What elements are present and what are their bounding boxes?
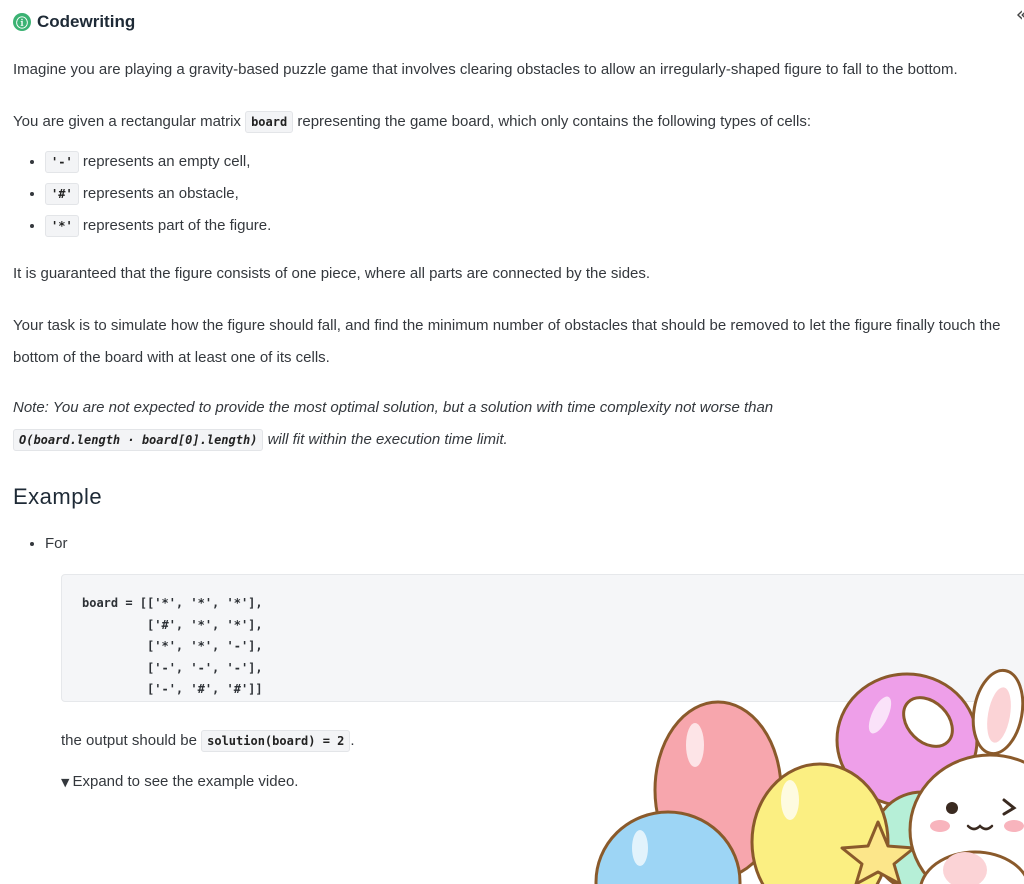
- expand-video-toggle[interactable]: [61, 770, 1008, 795]
- cell-text: represents an empty cell,: [78, 153, 251, 170]
- output-after: .: [350, 732, 355, 749]
- cell-text: represents part of the figure.: [78, 217, 272, 234]
- code-line: ['-', '-', '-'],: [82, 660, 263, 675]
- output-text: the output should be: [61, 732, 202, 749]
- list-item: [45, 146, 1008, 178]
- expand-label: Expand to see the example video.: [72, 773, 299, 790]
- triangle-down-icon: ▼: [61, 776, 70, 789]
- header: [13, 12, 135, 32]
- note-text: Note: You are not expected to provide the most optimal solution, but a solution with time complexity not worse than: [13, 399, 774, 416]
- example-bullet: • For: [45, 532, 1008, 556]
- mint-balloon: [872, 792, 972, 884]
- cell-types-list: [13, 146, 1008, 242]
- intro-paragraph: Imagine you are playing a gravity-based puzzle game that involves clearing obstacles to allow an irregularly-shaped figure to fall to the bottom.: [13, 61, 958, 78]
- example-list: [13, 532, 1008, 556]
- cell-text: represents an obstacle,: [78, 185, 239, 202]
- board-code: board: [245, 111, 293, 133]
- example-heading: Example: [13, 484, 103, 509]
- guarantee-paragraph: It is guaranteed that the figure consists of one piece, where all parts are connected by the sides.: [13, 265, 651, 282]
- code-line: ['-', '#', '#']]: [82, 682, 263, 696]
- collapse-panel-icon[interactable]: «: [1015, 2, 1024, 26]
- cell-code: '*': [45, 215, 79, 237]
- board-text-before: You are given a rectangular matrix: [13, 113, 246, 130]
- codesignal-icon: ⓘ: [13, 13, 31, 31]
- page-title: Codewriting: [37, 12, 136, 31]
- cell-code: '-': [45, 151, 79, 173]
- output-code: solution(board) = 2: [201, 730, 350, 752]
- list-item: [45, 178, 1008, 210]
- task-description: [13, 54, 1008, 795]
- code-line: ['*', '*', '-'],: [82, 639, 263, 653]
- note-paragraph: [13, 392, 1008, 456]
- task-paragraph: Your task is to simulate how the figure should fall, and find the minimum number of obstacles that should be removed to let the figure finally touch the bottom of the board with at least one of its cells.: [13, 317, 1001, 366]
- example-output: [61, 728, 1008, 754]
- note-after: will fit within the execution time limit.: [263, 431, 508, 448]
- blue-balloon: [596, 812, 740, 884]
- board-paragraph: [13, 106, 1008, 138]
- star-icon: [842, 822, 914, 884]
- complexity-code: O(board.length · board[0].length): [13, 429, 263, 451]
- code-line: ['#', '*', '*'],: [82, 617, 263, 632]
- board-text-after: representing the game board, which only contains the following types of cells:: [293, 113, 811, 130]
- list-item: [45, 210, 1008, 242]
- code-line: board = [['*', '*', '*'],: [82, 596, 263, 610]
- cell-code: '#': [45, 183, 79, 205]
- example-code-block: [61, 574, 1024, 702]
